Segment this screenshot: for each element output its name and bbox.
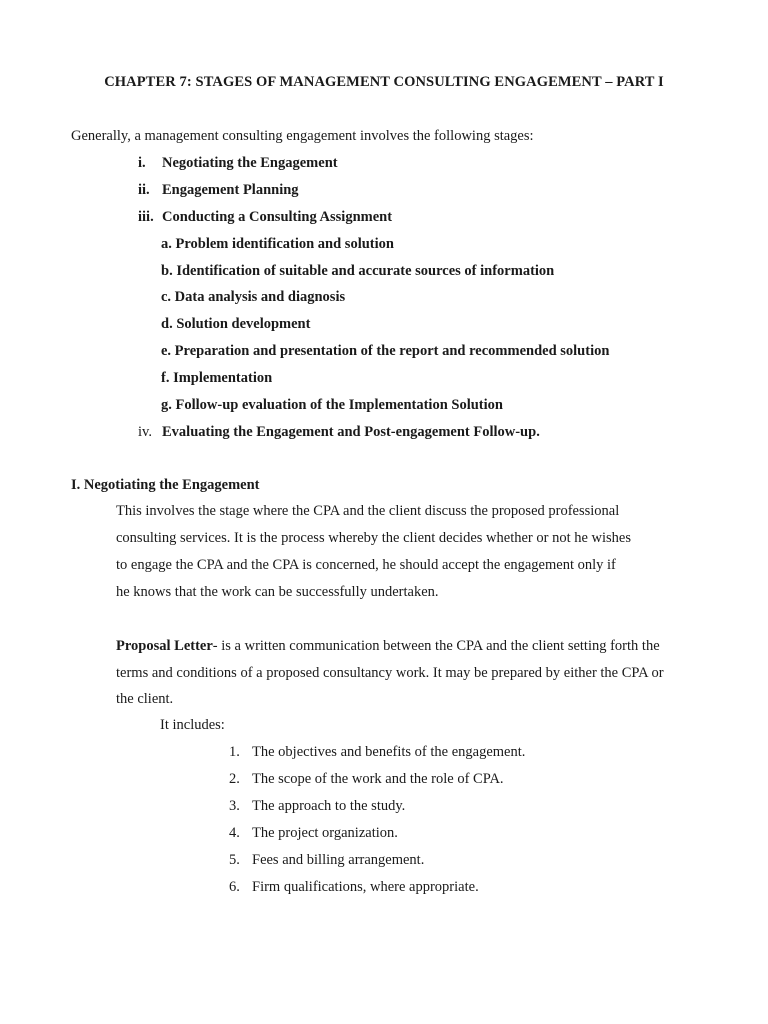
stage-number: ii. <box>138 182 150 198</box>
section-heading: I. Negotiating the Engagement <box>71 477 260 493</box>
item-text: Fees and billing arrangement. <box>252 852 425 868</box>
item-text: The approach to the study. <box>252 798 406 814</box>
item-number: 1. <box>229 744 240 760</box>
substage-item: a. Problem identification and solution <box>161 236 394 252</box>
intro-text: Generally, a management consulting engagement involves the following stages: <box>71 128 534 144</box>
item-text: The project organization. <box>252 825 398 841</box>
proposal-definition: - is a written communication between the CPA and the client setting forth the <box>212 638 660 654</box>
stage-label: Evaluating the Engagement and Post-engagement Follow-up. <box>162 424 540 440</box>
substage-item: c. Data analysis and diagnosis <box>161 289 346 305</box>
stage-label: Negotiating the Engagement <box>162 155 338 171</box>
stage-number: iii. <box>138 209 154 225</box>
stage-number: iv. <box>138 424 152 440</box>
proposal-line-2: terms and conditions of a proposed consultancy work. It may be prepared by either the CPA or <box>116 665 664 681</box>
substage-item: f. Implementation <box>161 370 273 386</box>
paragraph-line: to engage the CPA and the CPA is concerned, he should accept the engagement only if <box>116 557 616 573</box>
paragraph-line: This involves the stage where the CPA and the client discuss the proposed professional <box>116 503 620 519</box>
proposal-term: Proposal Letter <box>116 638 213 654</box>
item-text: The objectives and benefits of the engagement. <box>252 744 526 760</box>
item-number: 6. <box>229 879 240 895</box>
stage-label: Engagement Planning <box>162 182 299 198</box>
item-text: The scope of the work and the role of CPA. <box>252 771 504 787</box>
item-text: Firm qualifications, where appropriate. <box>252 879 479 895</box>
item-number: 4. <box>229 825 240 841</box>
item-number: 2. <box>229 771 240 787</box>
stage-label: Conducting a Consulting Assignment <box>162 209 393 225</box>
substage-item: g. Follow-up evaluation of the Implementation Solution <box>161 397 503 413</box>
includes-label: It includes: <box>160 717 225 733</box>
item-number: 5. <box>229 852 240 868</box>
substage-item: d. Solution development <box>161 316 311 332</box>
paragraph-line: consulting services. It is the process whereby the client decides whether or not he wishes <box>116 530 632 546</box>
item-number: 3. <box>229 798 240 814</box>
substage-item: b. Identification of suitable and accurate sources of information <box>161 263 555 279</box>
proposal-line-1 <box>116 637 660 655</box>
substage-item: e. Preparation and presentation of the report and recommended solution <box>161 343 610 359</box>
proposal-line-3: the client. <box>116 691 174 707</box>
paragraph-line: he knows that the work can be successfully undertaken. <box>116 584 439 600</box>
chapter-title: CHAPTER 7: STAGES OF MANAGEMENT CONSULTING ENGAGEMENT – PART I <box>104 74 664 90</box>
stage-number: i. <box>138 155 146 171</box>
